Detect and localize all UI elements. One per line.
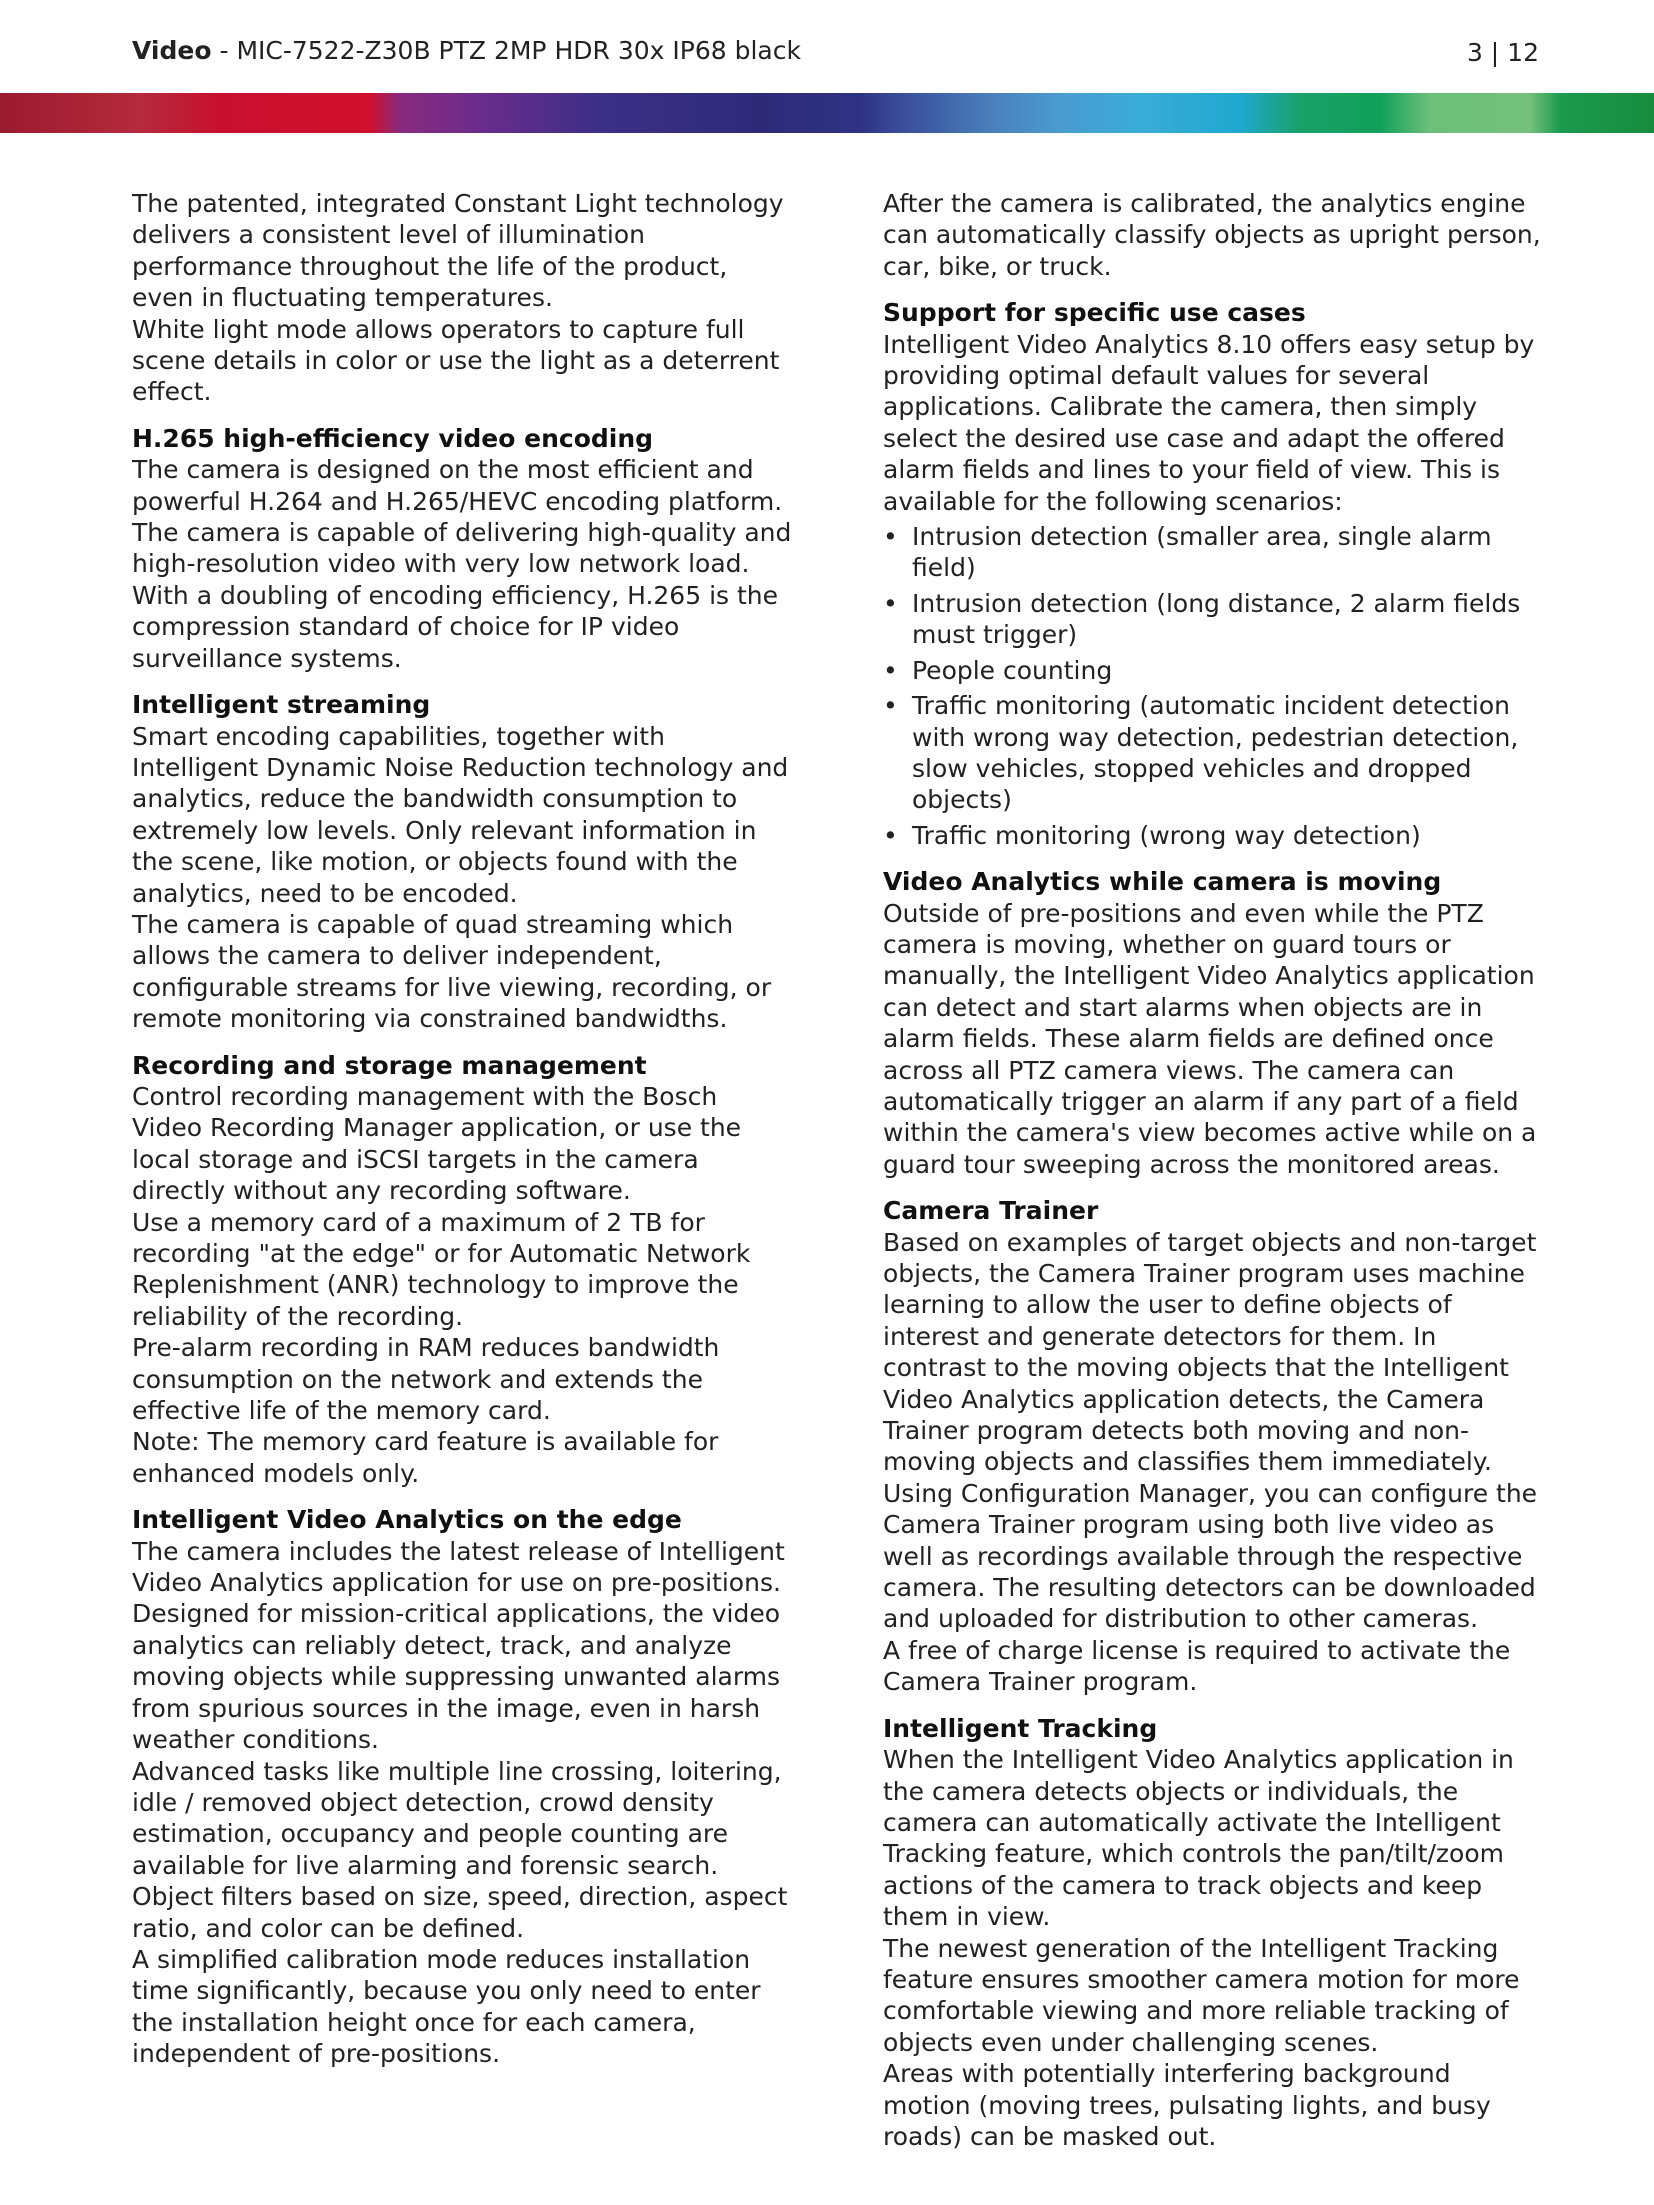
moving-camera-heading: Video Analytics while camera is moving bbox=[883, 867, 1442, 897]
header-separator: - bbox=[211, 36, 237, 65]
recording-paragraph-3: Pre-alarm recording in RAM reduces bandwidth consumption on the network and extends the effective life of the memory card. bbox=[132, 1333, 720, 1426]
streaming-paragraph-1: Smart encoding capabilities, together with Intelligent Dynamic Noise Reduction technology and analytics, reduce the bandwidth consumption to extremely low levels. Only relevant information in the scene, like motion, or objects found with the analytics, need to be encoded. bbox=[132, 721, 789, 908]
left-column bbox=[132, 188, 792, 2070]
page-number: 3 | 12 bbox=[1466, 38, 1539, 67]
analytics-edge-paragraph-1: The camera includes the latest release of Intelligent Video Analytics application for use on pre-positions. Designed for mission-critical applications, the video analytics can reliably detect, track, and analyze moving objects while suppressing unwanted alarms from spurious sources in the image, even in harsh weather conditions. bbox=[132, 1536, 785, 1755]
moving-camera-paragraph: Outside of pre-positions and even while the PTZ camera is moving, whether on guard tours or manually, the Intelligent Video Analytics application can detect and start alarms when objects are in alarm fields. These alarm fields are defined once across all PTZ camera views. The camera can automatically trigger an alarm if any part of a field within the camera's view becomes active while on a guard tour sweeping across the monitored areas. bbox=[883, 898, 1537, 1179]
analytics-edge-heading: Intelligent Video Analytics on the edge bbox=[132, 1505, 682, 1535]
camera-trainer-paragraph-2: A free of charge license is required to activate the Camera Trainer program. bbox=[883, 1635, 1511, 1697]
list-item: • Intrusion detection (smaller area, single alarm field) bbox=[883, 521, 1543, 584]
right-column bbox=[883, 188, 1543, 2152]
h265-heading: H.265 high-efficiency video encoding bbox=[132, 423, 654, 453]
camera-trainer-heading: Camera Trainer bbox=[883, 1196, 1099, 1226]
constant-light-paragraph: The patented, integrated Constant Light technology delivers a consistent level of illumination performance throughout the life of the product, even in fluctuating temperatures. bbox=[132, 189, 784, 313]
tracking-paragraph-3: Areas with potentially interfering background motion (moving trees, pulsating lights, and busy roads) can be masked out. bbox=[883, 2059, 1491, 2151]
recording-paragraph-2: Use a memory card of a maximum of 2 TB for recording "at the edge" or for Automatic Network Replenishment (ANR) technology to improve the reliability of the recording. bbox=[132, 1207, 751, 1331]
analytics-edge-paragraph-3: A simplified calibration mode reduces installation time significantly, because you only need to enter the installation height once for each camera, independent of pre-positions. bbox=[132, 1944, 761, 2069]
use-cases-paragraph: Intelligent Video Analytics 8.10 offers easy setup by providing optimal default values for several applications. Calibrate the camera, then simply select the desired use case and adapt the offered alarm fields and lines to your field of view. This is available for the following scenarios: bbox=[883, 329, 1535, 516]
classification-paragraph: After the camera is calibrated, the analytics engine can automatically classify objects as upright person, car, bike, or truck. bbox=[883, 189, 1541, 281]
streaming-paragraph-2: The camera is capable of quad streaming which allows the camera to deliver independent, configurable streams for live viewing, recording, or remote monitoring via constrained bandwidths. bbox=[132, 909, 772, 1034]
list-item: • Intrusion detection (long distance, 2 alarm fields must trigger) bbox=[883, 588, 1543, 651]
analytics-edge-paragraph-2: Advanced tasks like multiple line crossing, loitering, idle / removed object detection, crowd density estimation, occupancy and people counting are available for live alarming and forensic search. Object filters based on size, speed, direction, aspect ratio, and color can be defined. bbox=[132, 1756, 788, 1943]
tracking-heading: Intelligent Tracking bbox=[883, 1713, 1158, 1743]
camera-trainer-paragraph-1: Based on examples of target objects and non-target objects, the Camera Trainer program uses machine learning to allow the user to define objects of interest and generate detectors for them. In contrast to the moving objects that the Intelligent Video Analytics application detects, the Camera Trainer program detects both moving and non-moving objects and classifies them immediately. Using Configuration Manager, you can configure the Camera Trainer program using both live video as well as recordings available through the respective camera. The resulting detectors can be downloaded and uploaded for distribution to other cameras. bbox=[883, 1227, 1538, 1634]
list-item: • Traffic monitoring (automatic incident detection with wrong way detection, pedestrian detection, slow vehicles, stopped vehicles and dropped objects) bbox=[883, 690, 1543, 816]
use-cases-heading: Support for specific use cases bbox=[883, 298, 1306, 328]
recording-paragraph-1: Control recording management with the Bosch Video Recording Manager application, or use the local storage and iSCSI targets in the camera directly without any recording software. bbox=[132, 1081, 742, 1206]
tracking-paragraph-1: When the Intelligent Video Analytics application in the camera detects objects or individuals, the camera can automatically activate the Intelligent Tracking feature, which controls the pan/tilt/zoom actions of the camera to track objects and keep them in view. bbox=[883, 1745, 1514, 1932]
h265-paragraph: The camera is designed on the most efficient and powerful H.264 and H.265/HEVC encoding platform. The camera is capable of delivering high-quality and high-resolution video with very low network load. With a doubling of encoding efficiency, H.265 is the compression standard of choice for IP video surveillance systems. bbox=[132, 455, 792, 673]
product-name: MIC-7522-Z30B PTZ 2MP HDR 30x IP68 black bbox=[236, 36, 801, 65]
streaming-heading: Intelligent streaming bbox=[132, 690, 431, 720]
white-light-paragraph: White light mode allows operators to capture full scene details in color or use the light as a deterrent effect. bbox=[132, 314, 780, 407]
tracking-paragraph-2: The newest generation of the Intelligent Tracking feature ensures smoother camera motion for more comfortable viewing and more reliable tracking of objects even under challenging scenes. bbox=[883, 1933, 1520, 2057]
recording-note: Note: The memory card feature is available for enhanced models only. bbox=[132, 1427, 719, 1488]
brand-color-band bbox=[0, 93, 1654, 133]
doc-type-label: Video bbox=[132, 36, 212, 65]
list-item: • People counting bbox=[883, 655, 1543, 686]
document-header bbox=[132, 34, 801, 68]
use-cases-list bbox=[883, 521, 1543, 851]
recording-heading: Recording and storage management bbox=[132, 1050, 647, 1080]
list-item: • Traffic monitoring (wrong way detection) bbox=[883, 820, 1543, 851]
